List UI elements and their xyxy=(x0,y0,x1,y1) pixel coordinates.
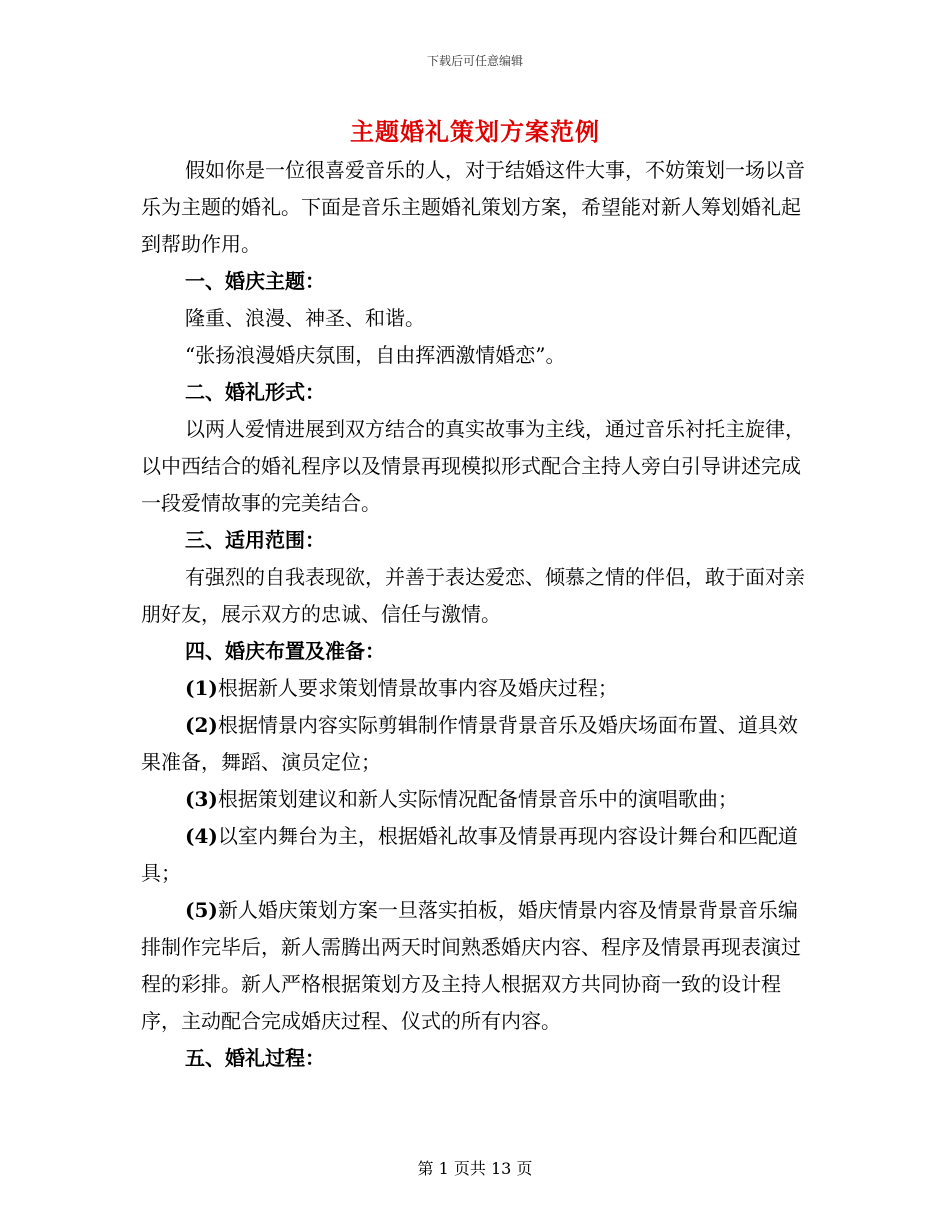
list-item xyxy=(141,818,809,892)
section-heading-preparation: 四、婚庆布置及准备： xyxy=(185,639,385,663)
list-item xyxy=(141,892,809,1040)
list-item-number: (1) xyxy=(185,676,218,700)
header-note: 下载后可任意编辑 xyxy=(426,54,523,68)
list-item-text: 新人婚庆策划方案一旦落实拍板，婚庆情景内容及情景背景音乐编排制作完毕后，新人需腾出两天时间熟悉婚庆内容、程序及情景再现表演过程的彩排。新人严格根据策划方及主持人根据双方共同协商一致的设计程序，主动配合完成婚庆过程、仪式的所有内容。 xyxy=(141,898,801,1033)
document-body xyxy=(141,152,809,1077)
intro-paragraph: 假如你是一位很喜爱音乐的人，对于结婚这件大事，不妨策划一场以音乐为主题的婚礼。下面是音乐主题婚礼策划方案，希望能对新人筹划婚礼起到帮助作用。 xyxy=(141,158,805,256)
body-paragraph: “张扬浪漫婚庆氛围，自由挥洒激情婚恋”。 xyxy=(185,343,566,367)
section-heading-scope: 三、适用范围： xyxy=(185,528,325,552)
list-item-number: (2) xyxy=(185,713,218,737)
list-item-text: 根据新人要求策划情景故事内容及婚庆过程； xyxy=(217,676,618,700)
document-title: 主题婚礼策划方案范例 xyxy=(350,117,600,146)
body-paragraph: 隆重、浪漫、神圣、和谐。 xyxy=(185,306,425,330)
list-item-number: (3) xyxy=(185,787,218,811)
list-item-text: 根据情景内容实际剪辑制作情景背景音乐及婚庆场面布置、道具效果准备，舞蹈、演员定位； xyxy=(141,713,798,774)
body-paragraph: 有强烈的自我表现欲，并善于表达爱恋、倾慕之情的伴侣，敢于面对亲朋好友，展示双方的忠诚、信任与激情。 xyxy=(141,565,805,626)
list-item-text: 以室内舞台为主，根据婚礼故事及情景再现内容设计舞台和匹配道具； xyxy=(141,824,798,885)
list-item xyxy=(141,707,809,781)
list-item xyxy=(141,670,809,707)
page-number: 第 1 页共 13 页 xyxy=(417,1159,533,1178)
section-heading-process: 五、婚礼过程： xyxy=(185,1046,325,1070)
list-item-text: 根据策划建议和新人实际情况配备情景音乐中的演唱歌曲； xyxy=(217,787,738,811)
section-heading-theme: 一、婚庆主题： xyxy=(185,269,325,293)
list-item xyxy=(141,781,809,818)
list-item-number: (4) xyxy=(185,824,218,848)
section-heading-form: 二、婚礼形式： xyxy=(185,380,325,404)
list-item-number: (5) xyxy=(185,898,218,922)
body-paragraph: 以两人爱情进展到双方结合的真实故事为主线，通过音乐衬托主旋律，以中西结合的婚礼程序以及情景再现模拟形式配合主持人旁白引导讲述完成一段爱情故事的完美结合。 xyxy=(141,417,805,515)
